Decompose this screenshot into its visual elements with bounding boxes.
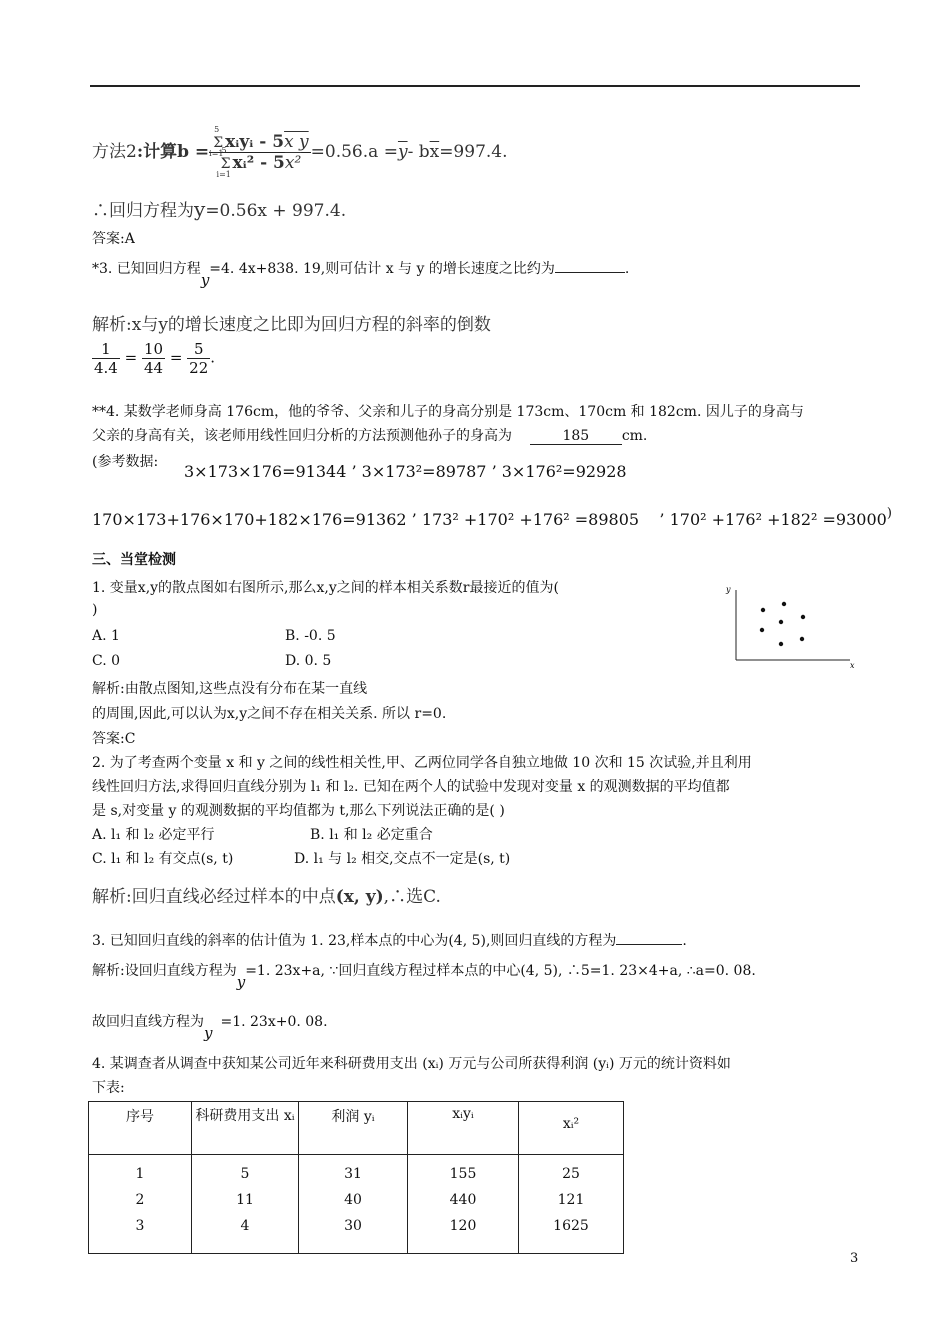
b-fraction (209, 125, 310, 179)
p3-analysis-rest: =1. 23x+a, ∵回归直线方程过样本点的中心(4, 5), ∴5=1. 23×4+a, ∴a=0. 08. (245, 963, 756, 979)
method2-tail: =997.4. (439, 142, 508, 162)
table-cell: 40 (299, 1187, 408, 1213)
ref2: 3×173²=89787 (361, 462, 487, 481)
q3-prefix: *3. 已知回归方程 (92, 261, 201, 277)
q3-fractions: $\frac{1}{4.4}$ = $\frac{10}{44}$ = $\frac{5}{22}$ . (94, 340, 216, 377)
q4-line2 (92, 425, 647, 445)
sum-top-2: 5 (221, 146, 227, 155)
q4-ref-label: (参考数据: (92, 454, 159, 470)
table-cell: 31 (299, 1155, 408, 1188)
table-row (89, 1187, 624, 1213)
scatter-point (779, 620, 783, 624)
fraction-1 (92, 340, 120, 377)
p4-line1: 4. 某调查者从调查中获知某公司近年来科研费用支出 (xᵢ) 万元与公司所获得利润 (yᵢ) 万元的统计资料如 (92, 1056, 731, 1072)
therefore-line (92, 196, 346, 221)
q3-end: . (624, 261, 630, 277)
p1-answer: 答案:C (92, 731, 136, 747)
header-cell: xᵢyᵢ (408, 1102, 519, 1155)
table-cell: 1625 (519, 1213, 624, 1254)
ref6: 170² +176² +182² =93000 (669, 510, 887, 529)
header-cell: 利润 yᵢ (299, 1102, 408, 1155)
p2-line3: 是 s,对变量 y 的观测数据的平均值都为 t,那么下列说法正确的是( ) (92, 803, 505, 819)
p1-analysis1: 解析:由散点图知,这些点没有分布在某一直线 (92, 681, 368, 697)
ref4: 170×173+176×170+182×176=91362 (92, 510, 407, 529)
b-denominator (209, 146, 310, 179)
p3-blank (616, 944, 682, 945)
f2-num: 10 (143, 340, 164, 358)
table-cell: 2 (89, 1187, 192, 1213)
p3-conclusion-rest: =1. 23x+0. 08. (220, 1014, 328, 1030)
f1-den: 4.4 (94, 359, 118, 377)
p3-yhat-2: y (204, 1024, 213, 1042)
q3-line (92, 258, 630, 289)
table-cell: 30 (299, 1213, 408, 1254)
table-cell: 120 (408, 1213, 519, 1254)
table-cell: 25 (519, 1155, 624, 1188)
y-axis-label: y (726, 585, 731, 594)
table-row (89, 1155, 624, 1188)
method2-mid: - b (407, 142, 430, 162)
section-title: 三、当堂检测 (92, 552, 176, 568)
q3-yhat: y (200, 271, 210, 289)
table-cell: 121 (519, 1187, 624, 1213)
p1-analysis2: 的周围,因此,可以认为x,y之间不存在相关关系. 所以 r=0. (92, 706, 447, 722)
sum-sign-2: Σ 5 i=1 (216, 146, 231, 179)
p2-analysis-text: 解析:回归直线必经过样本的中点 (92, 887, 336, 907)
p3-yhat: y (236, 973, 246, 991)
p3-question-text: 3. 已知回归直线的斜率的估计值为 1. 23,样本点的中心为(4, 5),则回归直线的方程为 (92, 933, 617, 949)
ref5: 173² +170² +176² =89805 (421, 510, 640, 529)
table-cell: 155 (408, 1155, 519, 1188)
denominator-bar: x² (284, 153, 302, 173)
p2-midpoint: (x, y) (335, 887, 384, 907)
data-table (88, 1101, 624, 1254)
sum-bottom-2: i=1 (216, 170, 231, 179)
p3-conclusion-pre: 故回归直线方程为 (92, 1014, 204, 1030)
yhat-symbol: y (194, 197, 206, 221)
q3-blank (555, 272, 625, 273)
p2-analysis-end: ,∴选C. (383, 887, 441, 907)
q4-line1: **4. 某数学老师身高 176cm，他的爷爷、父亲和儿子的身高分别是 173cm、170cm 和 182cm. 因儿子的身高与 (92, 404, 804, 420)
table-cell: 1 (89, 1155, 192, 1188)
fraction-3 (187, 340, 210, 377)
p2-option-a: A. l₁ 和 l₂ 必定平行 (92, 827, 215, 843)
ref-close: ) (886, 506, 892, 521)
answer-a: 答案:A (92, 231, 135, 247)
table-row (89, 1213, 624, 1254)
table-cell: 11 (192, 1187, 299, 1213)
p3-analysis (92, 960, 756, 991)
q4-ref-row1: 3×173×176=91344 ’ 3×173²=89787 ’ 3×176²=92928 (184, 462, 627, 481)
f1-num: 1 (92, 340, 120, 359)
p3-analysis-pre: 解析:设回归直线方程为 (92, 963, 237, 979)
sum-sign: Σ 5 i=1 (209, 125, 224, 158)
header-cell: 序号 (89, 1102, 192, 1155)
q4-answer: 185 (530, 428, 622, 445)
f3-den: 22 (189, 359, 209, 377)
scatter-point (782, 602, 786, 606)
q4-unit: cm. (621, 428, 648, 444)
p4-line2: 下表: (92, 1080, 125, 1096)
table-cell: 5 (192, 1155, 299, 1188)
scatter-point (800, 637, 804, 641)
sum-bottom: i=1 (209, 149, 224, 158)
method2-line (92, 125, 508, 179)
numerator-text: xᵢyᵢ - 5 (225, 132, 285, 152)
xbar: $\overline{x}$ (429, 142, 440, 162)
page-number: 3 (850, 1251, 859, 1266)
p2-option-b: B. l₁ 和 l₂ 必定重合 (310, 827, 433, 843)
scatter-point (779, 642, 783, 646)
p2-option-d: D. l₁ 与 l₂ 相交,交点不一定是(s, t) (294, 851, 511, 867)
x-axis-label: x (850, 661, 855, 670)
b-symbol: b = (177, 142, 210, 162)
ref3: 3×176²=92928 (501, 462, 627, 481)
scatter-point (760, 628, 764, 632)
fraction-2 (142, 340, 165, 377)
scatter-plot (722, 578, 862, 673)
method2-result: =0.56.a = (310, 142, 398, 162)
p3-conclusion (92, 1011, 328, 1042)
method2-colon: :计算 (136, 142, 178, 162)
p2-analysis (92, 882, 441, 907)
p1-option-c: C. 0 (92, 653, 121, 669)
q3-analysis: 解析:x与y的增长速度之比即为回归方程的斜率的倒数 (92, 315, 491, 335)
ybar: $\overline{y}$ (397, 142, 408, 162)
table-cell: 3 (89, 1213, 192, 1254)
p2-option-c: C. l₁ 和 l₂ 有交点(s, t) (92, 851, 234, 867)
p1-option-d: D. 0. 5 (285, 653, 332, 669)
sum-top: 5 (214, 125, 220, 134)
table-header-row (89, 1102, 624, 1155)
therefore-rest: =0.56x + 997.4. (205, 201, 347, 221)
method2-label: 方法2 (92, 142, 137, 162)
scatter-point (801, 615, 805, 619)
scatter-point (761, 608, 765, 612)
p3-end: . (682, 933, 687, 949)
p1-question-end: ) (92, 602, 98, 618)
q4-ref-row2: 170×173+176×170+182×176=91362 ’ 173² +170² +176² =89805 ’ 170² +176² +182² =93000) (92, 506, 892, 529)
f2-den: 44 (143, 359, 164, 377)
p2-line2: 线性回归方法,求得回归直线分别为 l₁ 和 l₂. 已知在两个人的试验中发现对变量 x 的观测数据的平均值都 (92, 779, 730, 795)
table-cell: 4 (192, 1213, 299, 1254)
f3-num: 5 (187, 340, 210, 359)
ref1: 3×173×176=91344 (184, 462, 347, 481)
table-cell: 440 (408, 1187, 519, 1213)
denominator-text: xᵢ² - 5 (232, 153, 285, 173)
p1-question: 1. 变量x,y的散点图如右图所示,那么x,y之间的样本相关系数r最接近的值为( (92, 580, 559, 596)
p2-line1: 2. 为了考查两个变量 x 和 y 之间的线性相关性,甲、乙两位同学各自独立地做 10 次和 15 次试验,并且利用 (92, 755, 752, 771)
header-cell: xᵢ² (519, 1102, 624, 1155)
q3-rest: =4. 4x+838. 19,则可估计 x 与 y 的增长速度之比约为 (209, 261, 555, 277)
numerator-bar: x y (284, 132, 309, 152)
header-cell: 科研费用支出 xᵢ (192, 1102, 299, 1155)
p1-option-a: A. 1 (92, 628, 120, 644)
p1-option-b: B. -0. 5 (285, 628, 336, 644)
header-rule (90, 85, 860, 87)
p3-question (92, 930, 687, 950)
q4-line2-text: 父亲的身高有关，该老师用线性回归分析的方法预测他孙子的身高为 (92, 428, 512, 444)
therefore-text: ∴回归方程为 (92, 201, 194, 221)
